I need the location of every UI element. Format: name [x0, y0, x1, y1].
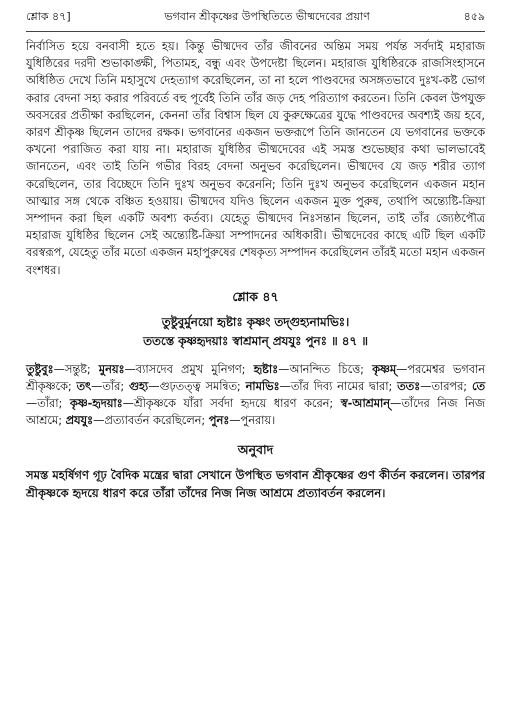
- glossary-meaning: গুঢ়তত্ত্ব সমন্বিত;: [159, 380, 241, 394]
- glossary-meaning: তাঁরা;: [37, 397, 63, 411]
- glossary-meaning: শ্রীকৃষ্ণকে যাঁরা সর্বদা হৃদয়ে ধারণ করেন;: [133, 397, 334, 411]
- glossary-term: প্রযযুঃ: [65, 414, 94, 428]
- glossary-term: মুনয়ঃ: [98, 362, 125, 376]
- verse-title: শ্লোক ৪৭: [232, 288, 279, 304]
- page-number: ৪৫৯: [463, 10, 485, 23]
- glossary-meaning: পুনরায়।: [240, 414, 276, 428]
- page-header: [26, 8, 485, 32]
- purport-paragraph: নির্বাসিত হয়ে বনবাসী হতে হয়। কিন্তু ভীষ্মদেব তাঁর জীবনের অন্তিম সময় পর্যন্ত সর্বদাই মহারাজ যুধিষ্ঠিরের দরদী শুভাকাঙ্ক্ষী, পিতামহ, বন্ধু এবং উপদেষ্টা ছিলেন। মহারাজ যুধিষ্ঠিরকে রাজসিংহাসনে অধিষ্ঠিত দেখে তিনি মহাসুখে দেহত্যাগ করেছিলেন, তা না হলে পাণ্ডবদের অসঙ্গতভাবে দুঃখ-কষ্ট ভোগ করার বেদনা সহ্য করার পরিবর্তে বহু পূর্বেই তিনি তাঁর জড় দেহ পরিত্যাগ করতেন। তিনি কেবল উপযুক্ত অবসরের প্রতীক্ষা করছিলেন, কেননা তাঁর বিশ্বাস ছিল যে কুরুক্ষেত্রের যুদ্ধে পাণ্ডবদের অবশ্যই জয় হবে, কারণ শ্রীকৃষ্ণ ছিলেন তাদের রক্ষক। ভগবানের একজন ভক্তরূপে তিনি জানতেন যে ভগবানের ভক্তকে কখনো পরাজিত করা যায় না। মহারাজ যুধিষ্ঠির ভীষ্মদেবের এই সমস্ত শুভেচ্ছার কথা ভালভাবেই জানতেন, এবং তাই তিনি গভীর বিরহ বেদনা অনুভব করেছিলেন। ভীষ্মদেব যে জড় শরীর ত্যাগ করেছিলেন, তার বিচ্ছেদে তিনি দুঃখ অনুভব করেননি; তিনি দুঃখ অনুভব করেছিলেন একজন মহান আত্মার সঙ্গ থেকে বঞ্চিত হওয়ায়। ভীষ্মদেব যদিও ছিলেন একজন মুক্ত পুরুষ, তথাপি অন্ত্যেষ্টি-ক্রিয়া সম্পাদন করা ছিল একটি অবশ্য কর্তব্য। যেহেতু ভীষ্মদেব নিঃসন্তান ছিলেন, তাই তাঁর জ্যেষ্ঠপৌত্র মহারাজ যুধিষ্ঠির ছিলেন সেই অন্ত্যেষ্টি-ক্রিয়া সম্পাদনের অধিকারী। ভীষ্মদেবের কাছে এটি ছিল একটি বরস্বরূপ, যেহেতু তাঁর মতো একজন মহাপুরুষের শেষকৃত্য সম্পাদন করেছিলেন তাঁরই মতো মহান একজন বংশধর।: [26, 40, 485, 277]
- glossary-term: গুহ্য: [128, 380, 149, 394]
- glossary-meaning: পরমেশ্বর ভগবান শ্রীকৃষ্ণকে;: [26, 362, 485, 394]
- glossary-term: তুষ্টুবুঃ: [26, 362, 54, 376]
- glossary-term: পুনঃ: [208, 414, 230, 428]
- verse-line-1: তুষ্টুবুর্মুনয়ো হৃষ্টাঃ কৃষ্ণং তদ্গুহ্যনামভিঃ।: [161, 314, 350, 329]
- word-for-word-section: তুষ্টুবুঃ—সন্তুষ্ট; মুনয়ঃ—ব্যাসদেব প্রমুখ মুনিগণ; হৃষ্টাঃ—আনন্দিত চিত্তে; কৃষ্ণম্—পরমেশ্বর ভগবান শ্রীকৃষ্ণকে; তৎ—তাঁর; গুহ্য—গুঢ়তত্ত্ব সমন্বিত; নামভিঃ—তাঁর দিব্য নামের দ্বারা; ততঃ—তারপর; তে—তাঁরা; কৃষ্ণ-হৃদয়াঃ—শ্রীকৃষ্ণকে যাঁরা সর্বদা হৃদয়ে ধারণ করেন; স্ব-আশ্রমান্—তাঁদের নিজ নিজ আশ্রমে; প্রযযুঃ—প্রত্যাবর্তন করেছিলেন; পুনঃ—পুনরায়।: [26, 362, 486, 428]
- translation-text: সমস্ত মহর্ষিগণ গূঢ় বৈদিক মন্ত্রের দ্বারা সেখানে উপস্থিত ভগবান শ্রীকৃষ্ণের গুণ কীর্তন করলেন। তারপর শ্রীকৃষ্ণকে হৃদয়ে ধারণ করে তাঁরা তাঁদের নিজ নিজ আশ্রমে প্রত্যাবর্তন করলেন।: [26, 467, 485, 500]
- chapter-title: ভগবান শ্রীকৃষ্ণের উপস্থিতিতে ভীষ্মদেবের প্রয়াণ: [164, 10, 370, 23]
- glossary-meaning: তারপর;: [431, 380, 468, 394]
- translation-title: অনুবাদ: [237, 441, 274, 457]
- verse-reference: শ্লোক ৪৭]: [26, 10, 71, 23]
- glossary-meaning: সন্তুষ্ট;: [64, 362, 91, 376]
- glossary-term: স্ব-আশ্রমান্: [340, 397, 391, 411]
- verse-line-2: ততস্তে কৃষ্ণহৃদয়াঃ স্বাশ্রমান্ প্রযযুঃ পুনঃ ॥ ৪৭ ॥: [143, 333, 368, 348]
- glossary-term: ততঃ: [397, 380, 421, 394]
- glossary-term: কৃষ্ণম্: [372, 362, 397, 376]
- glossary-meaning: আনন্দিত চিত্তে;: [289, 362, 364, 376]
- glossary-meaning: প্রত্যাবর্তন করেছিলেন;: [104, 414, 206, 428]
- glossary-meaning: তাঁর;: [102, 380, 125, 394]
- glossary-meaning: তাঁদের নিজ নিজ আশ্রমে;: [26, 397, 486, 428]
- glossary-term: হৃষ্টাঃ: [253, 362, 279, 376]
- glossary-term: তৎ: [76, 380, 92, 394]
- glossary-meaning: তাঁর দিব্য নামের দ্বারা;: [290, 380, 393, 394]
- glossary-term: কৃষ্ণ-হৃদয়াঃ: [69, 397, 123, 411]
- glossary-meaning: ব্যাসদেব প্রমুখ মুনিগণ;: [135, 362, 246, 376]
- glossary-term: নামভিঃ: [245, 380, 280, 394]
- glossary-term: তে: [471, 380, 485, 394]
- verse-text: [26, 313, 485, 351]
